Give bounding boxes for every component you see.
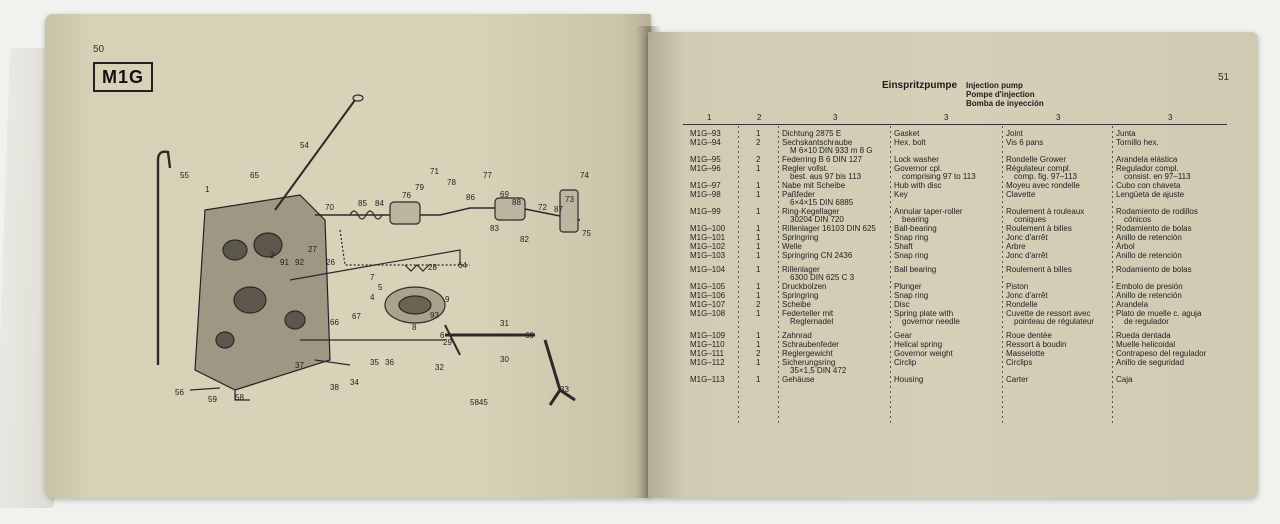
row-2-es: Arandela elástica	[1116, 155, 1178, 164]
row-7-es: Rodamiento de bolas	[1116, 224, 1192, 233]
exploded-view-drawing	[140, 90, 600, 420]
row-19-es: Anillo de seguridad	[1116, 358, 1185, 367]
row-18-de: Reglergewicht	[782, 349, 833, 358]
row-14-fr: Rondelle	[1006, 300, 1038, 309]
row-9-de: Welle	[782, 242, 802, 251]
row-6-fr: Roulement à rouleaux	[1006, 207, 1085, 216]
callout-77: 77	[483, 171, 492, 180]
row-8-es: Anillo de retención	[1116, 233, 1182, 242]
callout-26: 26	[326, 258, 335, 267]
row-7-fr: Roulement à billes	[1006, 224, 1072, 233]
row-9-qty: 1	[756, 242, 761, 251]
row-16-part: M1G–109	[690, 331, 726, 340]
right-page-number: 51	[1218, 72, 1230, 83]
callout-74: 74	[580, 171, 589, 180]
callout-73: 73	[565, 195, 574, 204]
heading-english: Injection pump	[966, 81, 1023, 90]
row-3-es: Regulador compl.	[1116, 164, 1179, 173]
callout-76: 76	[402, 191, 411, 200]
row-0-en: Gasket	[894, 129, 920, 138]
row-1-part: M1G–94	[690, 138, 721, 147]
callout-78: 78	[447, 178, 456, 187]
row-15-es-line1: de regulador	[1124, 317, 1169, 326]
row-2-part: M1G–95	[690, 155, 721, 164]
callout-58: 58	[235, 393, 244, 402]
row-7-de: Rillenlager 16103 DIN 625	[782, 224, 876, 233]
column-separator	[1002, 126, 1003, 426]
callout-32: 32	[435, 363, 444, 372]
row-6-qty: 1	[756, 207, 761, 216]
row-11-fr: Roulement à billes	[1006, 265, 1072, 274]
row-10-de: Springring CN 2436	[782, 251, 853, 260]
row-19-part: M1G–112	[690, 358, 725, 367]
row-10-part: M1G–103	[690, 251, 726, 260]
row-18-es: Contrapeso del regulador	[1116, 349, 1207, 358]
row-2-fr: Rondelle Grower	[1006, 155, 1067, 164]
callout-59: 59	[208, 395, 217, 404]
callout-56: 56	[175, 388, 184, 397]
callout-86: 86	[466, 193, 475, 202]
row-10-en: Snap ring	[894, 251, 929, 260]
callout-83: 83	[490, 224, 499, 233]
row-15-de: Federteller mit	[782, 309, 834, 318]
row-3-en: Governor cpl.	[894, 164, 943, 173]
figure-code: 5845	[470, 398, 488, 407]
row-4-qty: 1	[756, 181, 761, 190]
callout-35: 35	[370, 358, 379, 367]
row-3-fr-line1: comp. fig. 97–113	[1014, 172, 1078, 181]
row-5-es: Lengüeta de ajuste	[1116, 190, 1185, 199]
row-11-es: Rodamiento de bolas	[1116, 265, 1192, 274]
row-15-de-line1: Reglernadel	[790, 317, 834, 326]
callout-88: 88	[512, 198, 521, 207]
row-13-de: Springring	[782, 291, 819, 300]
column-separator	[890, 126, 891, 426]
row-15-es: Plato de muelle c. aguja	[1116, 309, 1202, 318]
row-20-part: M1G–113	[690, 375, 725, 384]
row-6-en-line1: bearing	[902, 215, 929, 224]
row-0-part: M1G–93	[690, 129, 721, 138]
column-number-3-en: 3	[944, 113, 949, 122]
row-6-part: M1G–99	[690, 207, 721, 216]
row-15-fr-line1: pointeau de régulateur	[1014, 317, 1095, 326]
callout-54: 54	[300, 141, 309, 150]
callout-72: 72	[538, 203, 547, 212]
row-1-de-line1: M 6×10 DIN 933 m 8 G	[790, 146, 873, 155]
callout-65: 65	[250, 171, 259, 180]
callout-9: 9	[445, 295, 450, 304]
row-4-part: M1G–97	[690, 181, 721, 190]
heading-french: Pompe d'injection	[966, 90, 1035, 99]
row-3-de: Regler vollst.	[782, 164, 829, 173]
row-16-de: Zahnrad	[782, 331, 812, 340]
row-0-fr: Joint	[1006, 129, 1023, 138]
row-12-es: Embolo de presión	[1116, 282, 1183, 291]
callout-5: 5	[378, 283, 383, 292]
callout-31: 31	[500, 319, 509, 328]
row-18-fr: Masselotte	[1006, 349, 1045, 358]
row-1-qty: 2	[756, 138, 761, 147]
row-11-de: Rillenlager	[782, 265, 820, 274]
row-19-fr: Circlips	[1006, 358, 1033, 367]
row-13-es: Anillo de retención	[1116, 291, 1182, 300]
callout-1: 1	[205, 185, 210, 194]
row-12-fr: Piston	[1006, 282, 1029, 291]
row-18-part: M1G–111	[690, 349, 724, 358]
row-17-es: Muelle helicoidal	[1116, 340, 1176, 349]
row-16-qty: 1	[756, 331, 761, 340]
row-2-en: Lock washer	[894, 155, 939, 164]
callout-4: 4	[370, 293, 375, 302]
callout-33: 33	[560, 385, 569, 394]
row-6-de: Ring-Kegellager	[782, 207, 840, 216]
row-16-fr: Roue dentée	[1006, 331, 1052, 340]
column-number-3-es: 3	[1168, 113, 1173, 122]
row-8-qty: 1	[756, 233, 761, 242]
row-12-en: Plunger	[894, 282, 922, 291]
row-12-de: Druckbolzen	[782, 282, 827, 291]
row-14-de: Scheibe	[782, 300, 811, 309]
row-4-en: Hub with disc	[894, 181, 942, 190]
callout-70: 70	[325, 203, 334, 212]
row-1-fr: Vis 6 pans	[1006, 138, 1044, 147]
callout-66: 66	[330, 318, 339, 327]
row-0-es: Junta	[1116, 129, 1136, 138]
row-3-en-line1: comprising 97 to 113	[902, 172, 976, 181]
callout-7: 7	[370, 273, 375, 282]
row-3-qty: 1	[756, 164, 761, 173]
row-5-de: Paßfeder	[782, 190, 815, 199]
row-9-fr: Arbre	[1006, 242, 1026, 251]
callout-92: 92	[295, 258, 304, 267]
row-5-qty: 1	[756, 190, 761, 199]
row-17-part: M1G–110	[690, 340, 725, 349]
row-16-en: Gear	[894, 331, 912, 340]
row-11-qty: 1	[756, 265, 761, 274]
callout-29: 29	[443, 338, 452, 347]
row-2-de: Federring B 6 DIN 127	[782, 155, 863, 164]
row-6-fr-line1: coniques	[1014, 215, 1047, 224]
row-9-part: M1G–102	[690, 242, 726, 251]
row-9-es: Árbol	[1116, 242, 1135, 251]
row-14-es: Arandela	[1116, 300, 1149, 309]
row-20-en: Housing	[894, 375, 924, 384]
row-3-part: M1G–96	[690, 164, 721, 173]
callout-6: 6	[440, 331, 445, 340]
row-13-part: M1G–106	[690, 291, 726, 300]
column-number-2: 2	[757, 113, 762, 122]
column-number-1: 1	[707, 113, 712, 122]
row-20-es: Caja	[1116, 375, 1133, 384]
row-11-part: M1G–104	[690, 265, 726, 274]
row-5-de-line1: 6×4×15 DIN 6885	[790, 198, 854, 207]
row-10-qty: 1	[756, 251, 761, 260]
row-20-fr: Carter	[1006, 375, 1029, 384]
row-18-en: Governor weight	[894, 349, 953, 358]
column-number-3-fr: 3	[1056, 113, 1061, 122]
column-separator	[778, 126, 779, 426]
row-4-es: Cubo con chaveta	[1116, 181, 1181, 190]
row-20-qty: 1	[756, 375, 761, 384]
row-15-en: Spring plate with	[894, 309, 954, 318]
callout-34: 34	[350, 378, 359, 387]
row-15-fr: Cuvette de ressort avec	[1006, 309, 1091, 318]
row-3-es-line1: consist. en 97–113	[1124, 172, 1191, 181]
row-3-de-line1: best. aus 97 bis 113	[790, 172, 862, 181]
callout-87: 87	[554, 205, 563, 214]
row-0-qty: 1	[756, 129, 761, 138]
left-page-number: 50	[93, 44, 105, 55]
row-1-en: Hex. bolt	[894, 138, 926, 147]
row-6-de-line1: 30204 DIN 720	[790, 215, 844, 224]
row-8-de: Springring	[782, 233, 819, 242]
row-19-qty: 1	[756, 358, 761, 367]
row-10-fr: Jonc d'arrêt	[1006, 251, 1048, 260]
header-rule	[683, 124, 1227, 125]
row-9-en: Shaft	[894, 242, 913, 251]
row-6-es: Rodamiento de rodillos	[1116, 207, 1198, 216]
row-6-en: Annular taper-roller	[894, 207, 963, 216]
callout-64: 64	[458, 261, 467, 270]
callout-71: 71	[430, 167, 439, 176]
row-5-fr: Clavette	[1006, 190, 1036, 199]
row-14-qty: 2	[756, 300, 761, 309]
row-17-fr: Ressort à boudin	[1006, 340, 1067, 349]
callout-36: 36	[385, 358, 394, 367]
callout-27: 27	[308, 245, 317, 254]
row-20-de: Gehäuse	[782, 375, 815, 384]
row-12-qty: 1	[756, 282, 761, 291]
row-1-de: Sechskantschraube	[782, 138, 853, 147]
row-1-es: Tornillo hex.	[1116, 138, 1159, 147]
row-16-es: Rueda dentada	[1116, 331, 1171, 340]
row-8-fr: Jonc d'arrêt	[1006, 233, 1048, 242]
callout-37: 37	[295, 361, 304, 370]
row-17-en: Helical spring	[894, 340, 943, 349]
row-8-en: Snap ring	[894, 233, 929, 242]
row-2-qty: 2	[756, 155, 761, 164]
callout-55: 55	[180, 171, 189, 180]
row-7-part: M1G–100	[690, 224, 726, 233]
row-3-fr: Régulateur compl.	[1006, 164, 1071, 173]
row-13-qty: 1	[756, 291, 761, 300]
callout-85: 85	[358, 199, 367, 208]
row-19-de: Sicherungsring	[782, 358, 836, 367]
column-number-3-de: 3	[833, 113, 838, 122]
heading-german: Einspritzpumpe	[882, 80, 958, 91]
row-15-en-line1: governor needle	[902, 317, 960, 326]
heading-spanish: Bomba de inyección	[966, 99, 1044, 108]
row-5-part: M1G–98	[690, 190, 721, 199]
row-13-fr: Jonc d'arrêt	[1006, 291, 1048, 300]
callout-8: 8	[412, 323, 417, 332]
row-15-part: M1G–108	[690, 309, 726, 318]
row-5-en: Key	[894, 190, 908, 199]
row-14-en: Disc	[894, 300, 910, 309]
row-14-part: M1G–107	[690, 300, 726, 309]
callout-91: 91	[280, 258, 289, 267]
row-7-en: Ball-bearing	[894, 224, 937, 233]
heading-translations	[966, 81, 1044, 108]
callout-69: 69	[500, 190, 509, 199]
row-17-qty: 1	[756, 340, 761, 349]
callout-28: 28	[428, 263, 437, 272]
row-17-de: Schraubenfeder	[782, 340, 839, 349]
row-18-qty: 2	[756, 349, 761, 358]
callout-93: 93	[430, 311, 439, 320]
callout-2: 2	[270, 251, 275, 260]
row-0-de: Dichtung 2875 E	[782, 129, 842, 138]
column-separator	[1112, 126, 1113, 426]
callout-30: 30	[500, 355, 509, 364]
row-19-en: Circlip	[894, 358, 917, 367]
row-15-qty: 1	[756, 309, 761, 318]
callout-84: 84	[375, 199, 384, 208]
callout-79: 79	[415, 183, 424, 192]
row-19-de-line1: 35×1,5 DIN 472	[790, 366, 847, 375]
callout-82: 82	[520, 235, 529, 244]
row-11-en: Ball bearing	[894, 265, 937, 274]
callout-38: 38	[330, 383, 339, 392]
row-8-part: M1G–101	[690, 233, 726, 242]
column-separator	[738, 126, 739, 426]
row-4-de: Nabe mit Scheibe	[782, 181, 846, 190]
section-code-badge: M1G	[93, 62, 153, 92]
row-6-es-line1: cónicos	[1124, 215, 1152, 224]
callout-67: 67	[352, 312, 361, 321]
row-12-part: M1G–105	[690, 282, 726, 291]
row-4-fr: Moyeu avec rondelle	[1006, 181, 1080, 190]
row-11-de-line1: 6300 DIN 625 C 3	[790, 273, 855, 282]
callout-75: 75	[582, 229, 591, 238]
row-7-qty: 1	[756, 224, 761, 233]
row-10-es: Anillo de retención	[1116, 251, 1182, 260]
callout-60: 60	[525, 331, 534, 340]
row-13-en: Snap ring	[894, 291, 929, 300]
